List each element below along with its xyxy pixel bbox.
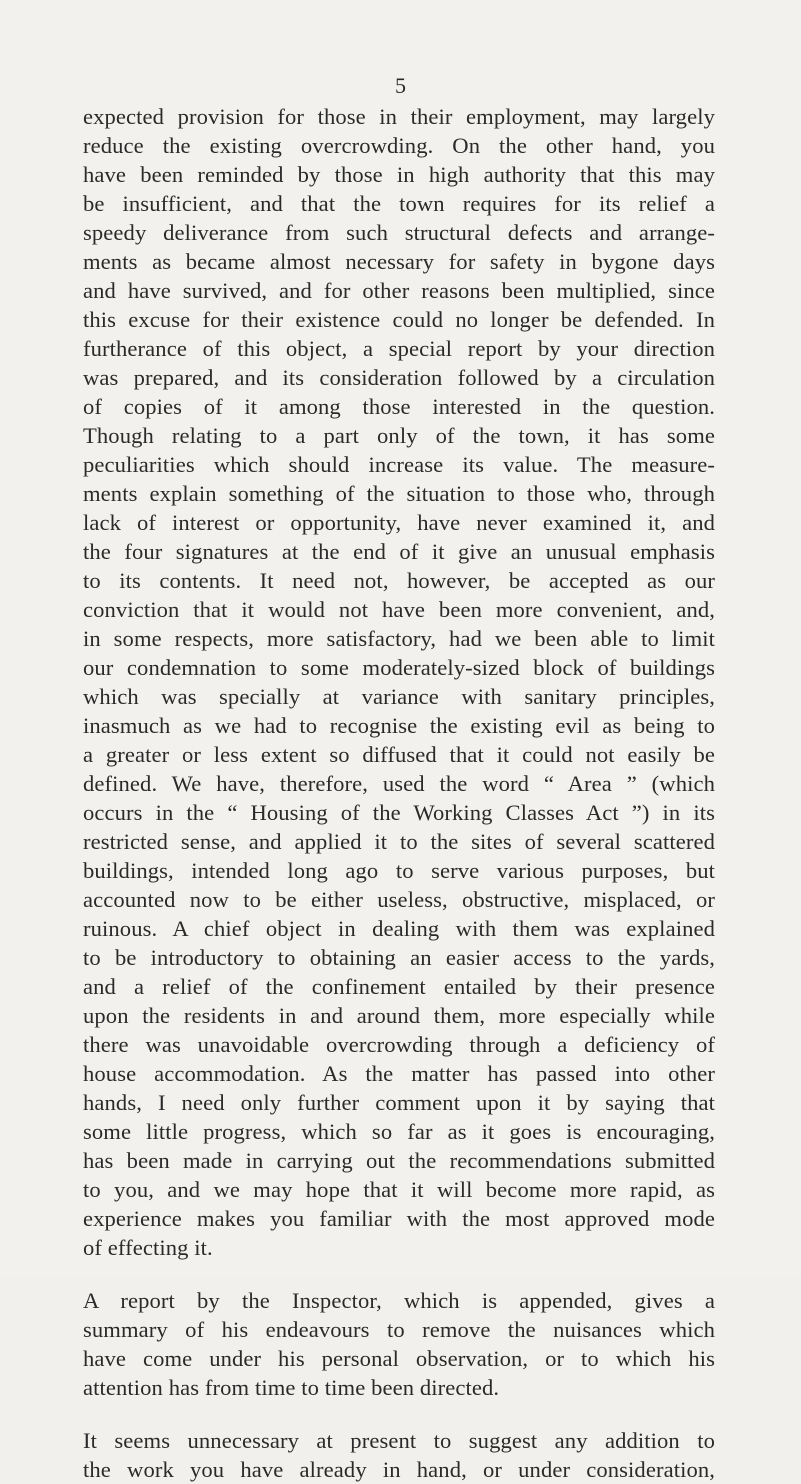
text-line: accounted now to be either useless, obstructive, misplaced, or	[83, 887, 715, 912]
text-line: has been made in carrying out the recommendations submitted	[83, 1148, 715, 1173]
text-line: have been reminded by those in high authority that this may	[83, 162, 715, 187]
text-line: the work you have already in hand, or under consideration,	[83, 1457, 715, 1482]
text-line: to its contents. It need not, however, be accepted as our	[83, 568, 715, 593]
text-line: and a relief of the confinement entailed by their presence	[83, 974, 715, 999]
text-line: reduce the existing overcrowding. On the other hand, you	[83, 133, 715, 158]
paragraph	[83, 1286, 715, 1402]
text-line: conviction that it would not have been more convenient, and,	[83, 597, 715, 622]
paragraph	[83, 1426, 715, 1484]
text-line: restricted sense, and applied it to the sites of several scattered	[83, 829, 715, 854]
body-text	[83, 102, 715, 1484]
text-line: our condemnation to some moderately-sized block of buildings	[83, 655, 715, 680]
text-line: defined. We have, therefore, used the word “ Area ” (which	[83, 771, 715, 796]
text-line: attention has from time to time been directed.	[83, 1375, 500, 1400]
text-line: was prepared, and its consideration followed by a circulation	[83, 365, 715, 390]
text-line: occurs in the “ Housing of the Working Classes Act ”) in its	[83, 800, 715, 825]
page-number: 5	[395, 73, 406, 98]
paragraph-gap	[83, 1402, 715, 1426]
text-line: of effecting it.	[83, 1235, 213, 1260]
text-line: summary of his endeavours to remove the nuisances which	[83, 1317, 715, 1342]
text-line: ments explain something of the situation to those who, through	[83, 481, 715, 506]
text-line: hands, I need only further comment upon it by saying that	[83, 1090, 715, 1115]
text-line: this excuse for their existence could no longer be defended. In	[83, 307, 715, 332]
text-line: ruinous. A chief object in dealing with them was explained	[83, 916, 715, 941]
text-line: lack of interest or opportunity, have never examined it, and	[83, 510, 715, 535]
text-line: be insufficient, and that the town requires for its relief a	[83, 191, 715, 216]
text-line: of copies of it among those interested in the question.	[83, 394, 715, 419]
text-line: upon the residents in and around them, more especially while	[83, 1003, 715, 1028]
text-line: there was unavoidable overcrowding through a deficiency of	[83, 1032, 715, 1057]
text-line: experience makes you familiar with the most approved mode	[83, 1206, 715, 1231]
text-line: expected provision for those in their employment, may largely	[83, 104, 715, 129]
text-line: the four signatures at the end of it give an unusual emphasis	[83, 539, 715, 564]
text-line: to you, and we may hope that it will become more rapid, as	[83, 1177, 715, 1202]
text-line: which was specially at variance with sanitary principles,	[83, 684, 715, 709]
text-line: ments as became almost necessary for safety in bygone days	[83, 249, 715, 274]
paragraph	[83, 102, 715, 1262]
paragraph-gap	[83, 1262, 715, 1286]
text-line: some little progress, which so far as it goes is encouraging,	[83, 1119, 715, 1144]
text-line: house accommodation. As the matter has passed into other	[83, 1061, 715, 1086]
text-line: buildings, intended long ago to serve various purposes, but	[83, 858, 715, 883]
text-line: peculiarities which should increase its value. The measure-	[83, 452, 715, 477]
text-line: A report by the Inspector, which is appended, gives a	[83, 1288, 715, 1313]
text-line: and have survived, and for other reasons been multiplied, since	[83, 278, 715, 303]
text-line: in some respects, more satisfactory, had we been able to limit	[83, 626, 715, 651]
text-line: a greater or less extent so diffused that it could not easily be	[83, 742, 715, 767]
text-line: speedy deliverance from such structural defects and arrange-	[83, 220, 715, 245]
text-line: Though relating to a part only of the town, it has some	[83, 423, 715, 448]
text-line: have come under his personal observation, or to which his	[83, 1346, 715, 1371]
text-line: It seems unnecessary at present to suggest any addition to	[83, 1428, 715, 1453]
text-line: furtherance of this object, a special report by your direction	[83, 336, 715, 361]
text-line: to be introductory to obtaining an easier access to the yards,	[83, 945, 715, 970]
text-line: inasmuch as we had to recognise the existing evil as being to	[83, 713, 715, 738]
